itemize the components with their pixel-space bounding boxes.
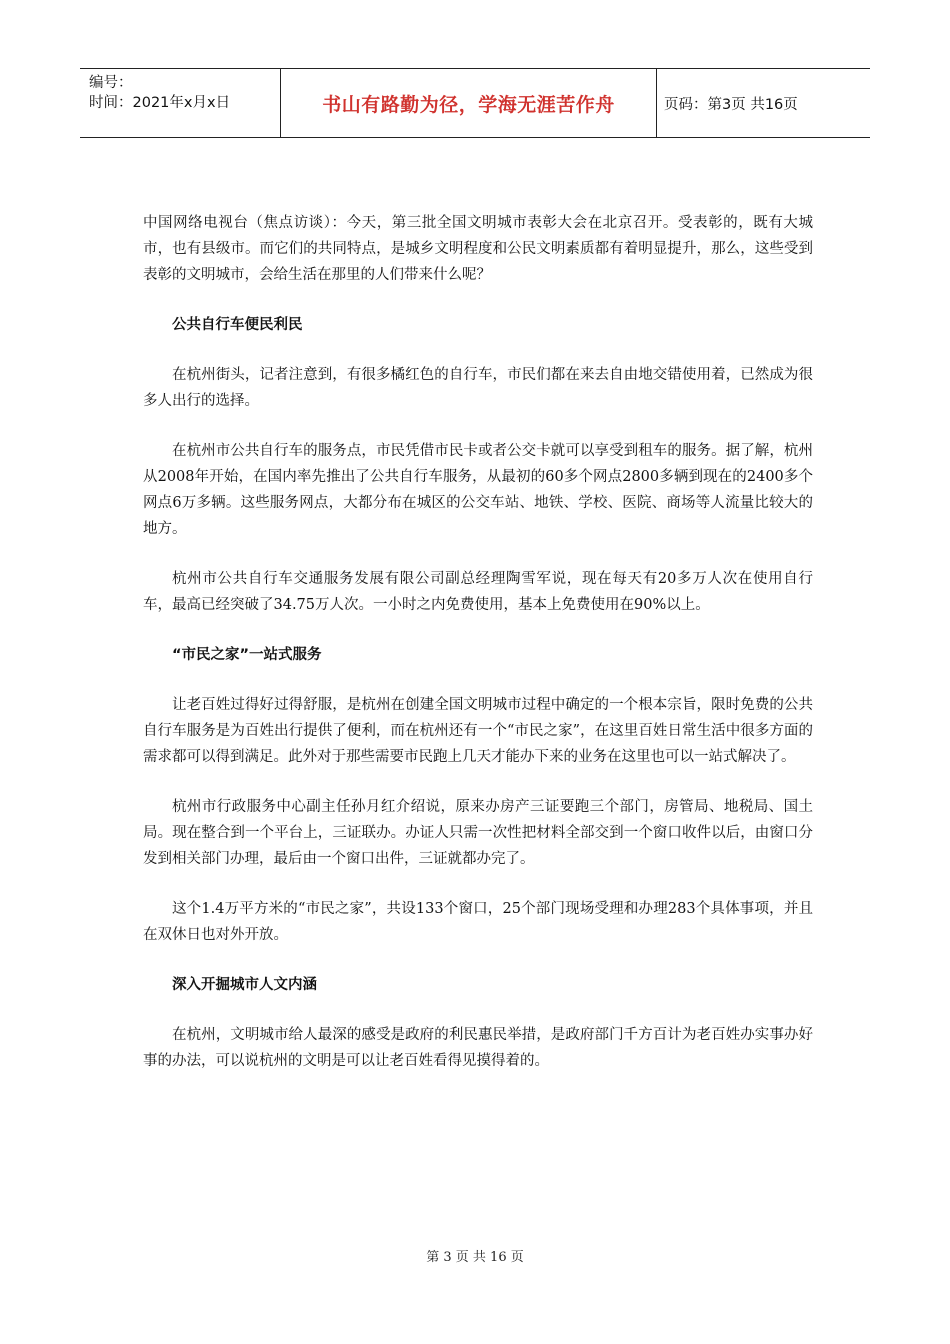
header-meta — [80, 69, 281, 137]
body-paragraph: 杭州市行政服务中心副主任孙月红介绍说，原来办房产三证要跑三个部门，房管局、地税局、国土局。现在整合到一个平台上，三证联办。办证人只需一次性把材料全部交到一个窗口收件以后，由窗口分发到相关部门办理，最后由一个窗口出件，三证就都办完了。 — [143, 799, 813, 867]
document-header — [80, 68, 870, 138]
page-info-text: 页码：第3页 共16页 — [664, 96, 798, 113]
page-footer — [0, 1246, 950, 1265]
section-heading-bicycle: 公共自行车便民利民 — [172, 317, 303, 333]
body-paragraph: 这个1.4万平方米的“市民之家”，共设133个窗口，25个部门现场受理和办理283个具体事项，并且在双休日也对外开放。 — [143, 901, 813, 943]
body-paragraph: 在杭州市公共自行车的服务点，市民凭借市民卡或者公交卡就可以享受到租车的服务。据了解，杭州从2008年开始，在国内率先推出了公共自行车服务，从最初的60多个网点2800多辆到现在的2400多个网点6万多辆。这些服务网点，大都分布在城区的公交车站、地铁、学校、医院、商场等人流量比较大的地方。 — [143, 443, 813, 537]
article-body — [143, 210, 813, 1098]
footer-page-number: 第 3 页 共 16 页 — [426, 1250, 524, 1265]
intro-paragraph: 中国网络电视台（焦点访谈）：今天，第三批全国文明城市表彰大会在北京召开。受表彰的，既有大城市，也有县级市。而它们的共同特点，是城乡文明程度和公民文明素质都有着明显提升，那么，这些受到表彰的文明城市，会给生活在那里的人们带来什么呢？ — [143, 215, 813, 283]
body-paragraph: 在杭州街头，记者注意到，有很多橘红色的自行车，市民们都在来去自由地交错使用着，已然成为很多人出行的选择。 — [143, 367, 813, 409]
body-paragraph: 在杭州，文明城市给人最深的感受是政府的利民惠民举措，是政府部门千方百计为老百姓办实事办好事的办法，可以说杭州的文明是可以让老百姓看得见摸得着的。 — [143, 1027, 813, 1069]
section-heading-culture: 深入开掘城市人文内涵 — [172, 977, 317, 993]
date-label: 时间：2021年x月x日 — [89, 95, 231, 111]
section-heading-citizen-home: “市民之家”一站式服务 — [172, 647, 322, 663]
number-label: 编号： — [89, 75, 133, 91]
header-page-info — [657, 69, 870, 137]
body-paragraph: 杭州市公共自行车交通服务发展有限公司副总经理陶雪军说，现在每天有20多万人次在使用自行车，最高已经突破了34.75万人次。一小时之内免费使用，基本上免费使用在90%以上。 — [143, 571, 813, 613]
body-paragraph: 让老百姓过得好过得舒服，是杭州在创建全国文明城市过程中确定的一个根本宗旨，限时免费的公共自行车服务是为百姓出行提供了便利，而在杭州还有一个“市民之家”，在这里百姓日常生活中很多方面的需求都可以得到满足。此外对于那些需要市民跑上几天才能办下来的业务在这里也可以一站式解决了。 — [143, 697, 813, 765]
header-motto-cell — [281, 69, 657, 137]
motto-text: 书山有路勤为径，学海无涯苦作舟 — [322, 93, 615, 116]
